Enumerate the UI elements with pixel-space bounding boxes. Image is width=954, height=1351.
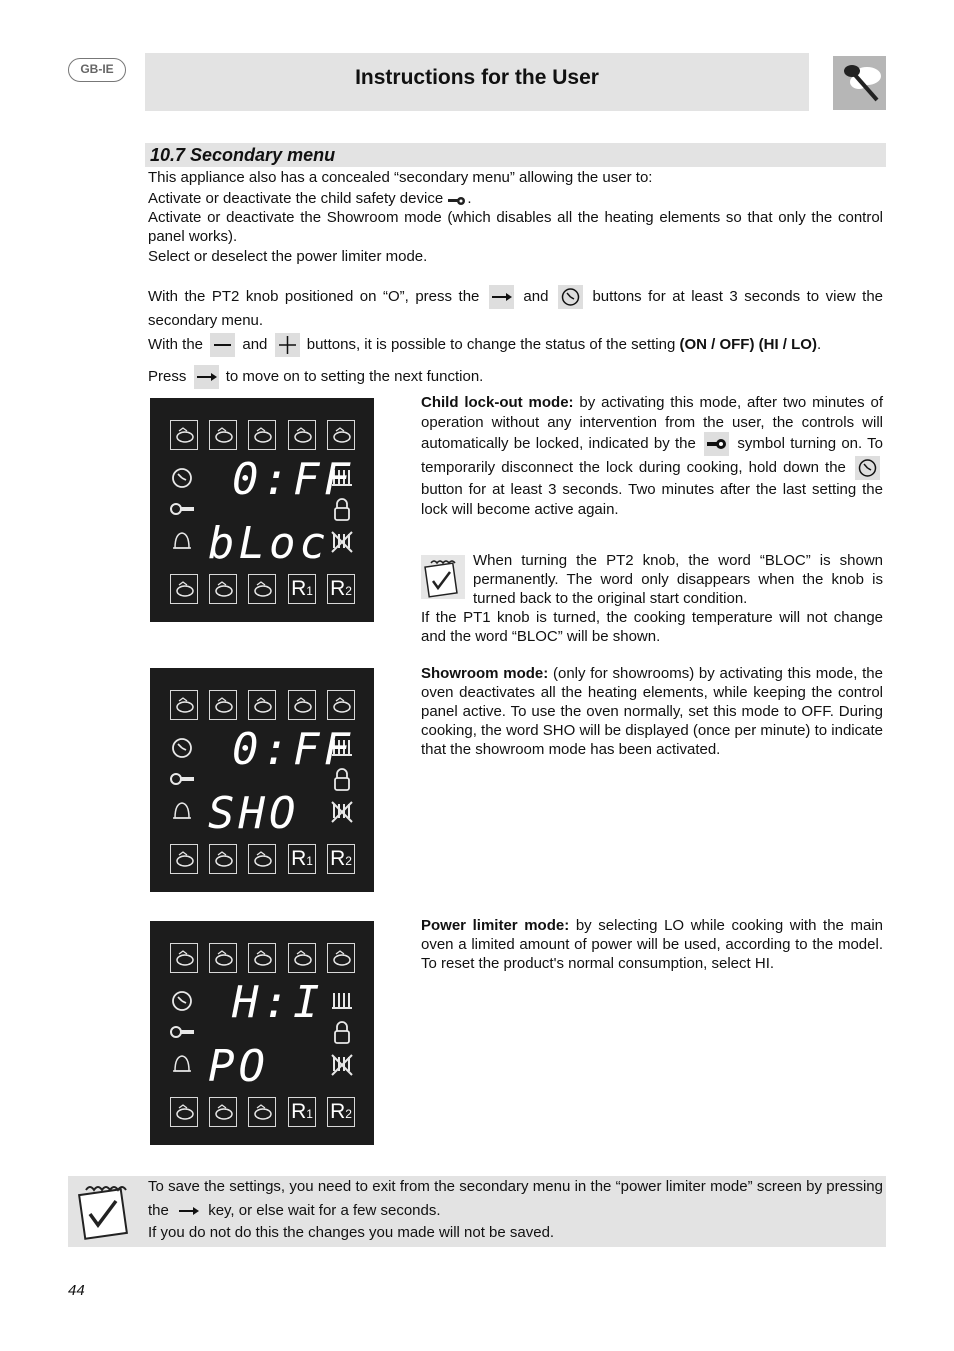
region-badge: GB-IE: [68, 58, 126, 82]
r-button-label: 1: [306, 854, 313, 868]
defrost-icon: [170, 690, 198, 720]
r2-button: [327, 574, 355, 604]
instruction-p1-and: and: [523, 288, 549, 305]
section-title: 10.7 Secondary menu: [150, 145, 336, 165]
intro-line-1: This appliance also has a concealed “secondary menu” allowing the user to:: [148, 169, 653, 186]
instruction-p3-a: Press: [148, 368, 187, 385]
key-icon: [170, 772, 196, 791]
clock-button-icon: [855, 456, 880, 480]
instruction-p2-and: and: [242, 336, 268, 353]
cake-icon: [248, 1097, 276, 1127]
child-lock-note-2: If the PT1 knob is turned, the cooking temperature will not change and the word “BLOC” will be shown.: [421, 609, 883, 645]
instruction-p3-b: to move on to setting the next function.: [225, 368, 484, 385]
r2-button: [327, 844, 355, 874]
save-note-c: If you do not do this the changes you made will not be saved.: [148, 1224, 555, 1241]
heating-off-icon: [330, 800, 354, 829]
notepad-icon: [68, 1176, 144, 1247]
pizza-icon: [209, 844, 237, 874]
r1-button: [288, 574, 316, 604]
heating-off-icon: [330, 530, 354, 559]
showroom-text: (only for showrooms) by activating this mode, the oven deactivates all the heating elements, while keeping the control panel active. To use the oven normally, set this mode to OFF. During cooking, the word SHO will be displayed (once per minute) to indicate that the showroom mode has been activated.: [421, 665, 883, 758]
arrow-button-icon: [176, 1199, 201, 1223]
display-bottom-readout: bLoc: [208, 518, 330, 569]
r-button-label: 1: [306, 1107, 313, 1121]
power-limiter-text: by selecting LO while cooking with the main oven a limited amount of power will be used, according to the model. To reset the product's normal consumption, select HI.: [421, 917, 884, 972]
instruction-p3: [148, 365, 483, 389]
child-lock-paragraph: [421, 393, 883, 519]
pizza-icon: [209, 574, 237, 604]
bell-icon: [170, 1051, 194, 1082]
power-limiter-label: Power limiter mode:: [421, 917, 570, 934]
r1-button: [288, 844, 316, 874]
clock-icon: [170, 466, 194, 495]
meat-icon: [288, 943, 316, 973]
child-lock-text-a: by activating this mode, after two minutes of operation without any intervention from the user, the controls will automatically be locked, indicated by the: [421, 394, 883, 452]
instruction-p2-a: With the: [148, 336, 204, 353]
meat-icon: [288, 690, 316, 720]
grill-fish-icon: [327, 420, 355, 450]
steam-icon: [170, 844, 198, 874]
save-note-text: [148, 1175, 883, 1223]
clock-icon: [170, 989, 194, 1018]
key-icon: [447, 193, 467, 205]
lock-icon: [333, 1021, 351, 1050]
display-top-readout: 0:FF: [232, 724, 354, 775]
r-button-label: 1: [306, 584, 313, 598]
fish-icon: [209, 420, 237, 450]
child-lock-text-b: symbol turning on. To temporarily disconnect the lock during cooking, hold down the: [421, 434, 884, 476]
showroom-label: Showroom mode:: [421, 665, 549, 682]
r2-button: [327, 1097, 355, 1127]
chef-spoon-icon: [833, 56, 886, 110]
key-icon: [170, 502, 196, 521]
instruction-p1-b: buttons for at least 3 seconds to view the secondary menu.: [148, 288, 884, 330]
minus-button-icon: [210, 333, 235, 357]
key-icon: [170, 1025, 196, 1044]
page-number: 44: [68, 1282, 85, 1299]
clock-button-icon: [558, 285, 583, 309]
r-button-label: R: [330, 1100, 346, 1123]
child-lock-note: When turning the PT2 knob, the word “BLOC” is shown permanently. The word only disappears when the knob is turned back to the original start condition.: [473, 552, 883, 607]
display-top-readout: H:I: [232, 977, 324, 1028]
r-button-label: R: [291, 577, 307, 600]
arrow-button-icon: [489, 285, 514, 309]
steam-icon: [170, 1097, 198, 1127]
plus-button-icon: [275, 333, 300, 357]
bell-icon: [170, 528, 194, 559]
arrow-button-icon: [194, 365, 219, 389]
heating-element-icon: [330, 989, 354, 1018]
save-note-a: To save the settings, you need to exit from the secondary menu in the “power limiter mode” screen by pressing the: [148, 1178, 883, 1219]
instruction-p1-a: With the PT2 knob positioned on “O”, press the: [148, 288, 480, 305]
r-button-label: R: [291, 1100, 307, 1123]
fish-icon: [209, 943, 237, 973]
instruction-p2-end: .: [816, 336, 822, 353]
instruction-p2-bold: (ON / OFF) (HI / LO): [679, 336, 817, 353]
child-lock-label: Child lock-out mode:: [421, 394, 574, 411]
showroom-paragraph: [421, 664, 883, 759]
instruction-p2: [148, 333, 888, 357]
save-note-b: key, or else wait for a few seconds.: [208, 1202, 441, 1219]
grill-fish-icon: [327, 690, 355, 720]
r1-button: [288, 1097, 316, 1127]
oven-display-child-lock: [150, 398, 374, 622]
oven-display-showroom: [150, 668, 374, 892]
key-button-icon: [704, 432, 729, 456]
steam-icon: [170, 574, 198, 604]
display-top-readout: 0:FF: [232, 454, 354, 505]
display-bottom-readout: PO: [208, 1041, 269, 1092]
instruction-p1: [148, 285, 883, 333]
display-bottom-readout: SHO: [208, 788, 300, 839]
r-button-label: R: [291, 847, 307, 870]
cake-icon: [248, 574, 276, 604]
r-button-label: 2: [345, 854, 352, 868]
instruction-p2-b: buttons, it is possible to change the status of the setting: [306, 336, 676, 353]
cake-icon: [248, 844, 276, 874]
r-button-label: R: [330, 577, 346, 600]
intro-line-4: Select or deselect the power limiter mode.: [148, 248, 428, 265]
intro-line-2-text: Activate or deactivate the child safety device: [148, 190, 444, 207]
intro-line-2-end: .: [467, 190, 472, 207]
r-button-label: R: [330, 847, 346, 870]
oven-display-power-limiter: [150, 921, 374, 1145]
intro-line-3: Activate or deactivate the Showroom mode (which disables all the heating elements so that only the control panel works).: [148, 209, 883, 245]
heating-off-icon: [330, 1053, 354, 1082]
r-button-label: 2: [345, 584, 352, 598]
clock-icon: [170, 736, 194, 765]
defrost-icon: [170, 420, 198, 450]
r-button-label: 2: [345, 1107, 352, 1121]
grill-fish-icon: [327, 943, 355, 973]
pizza-icon: [209, 1097, 237, 1127]
power-limiter-paragraph: [421, 916, 883, 973]
poultry-icon: [248, 420, 276, 450]
defrost-icon: [170, 943, 198, 973]
intro-line-2: [148, 189, 472, 208]
page-title: Instructions for the User: [355, 66, 599, 89]
meat-icon: [288, 420, 316, 450]
bell-icon: [170, 798, 194, 829]
poultry-icon: [248, 943, 276, 973]
poultry-icon: [248, 690, 276, 720]
notepad-icon: [421, 555, 465, 599]
child-lock-text-c: button for at least 3 seconds. Two minutes after the last setting the lock will become active again.: [421, 481, 883, 518]
fish-icon: [209, 690, 237, 720]
